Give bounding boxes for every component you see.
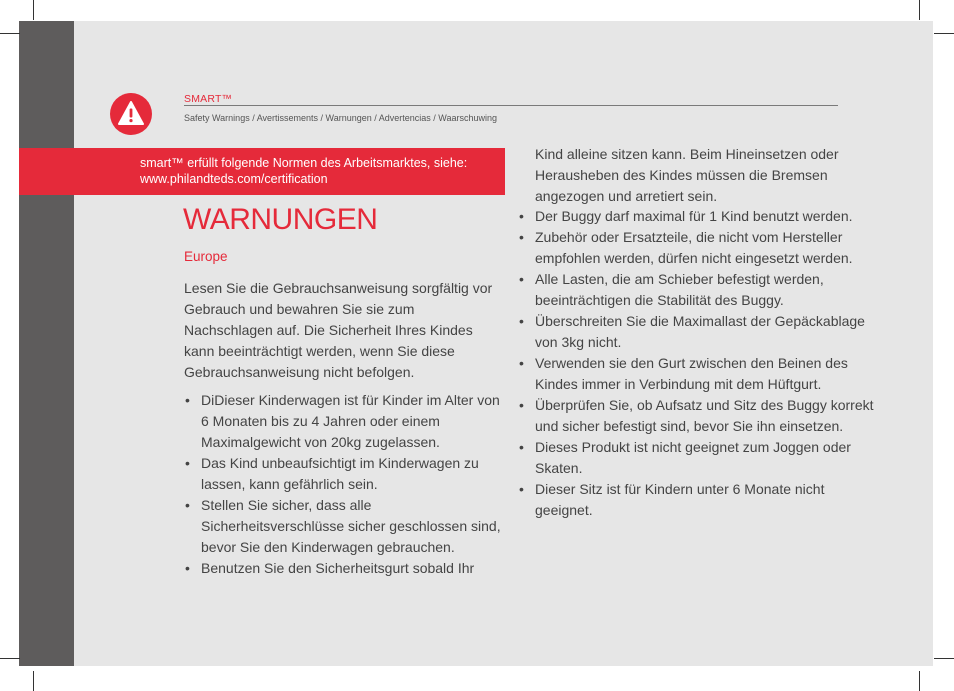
page-title: WARNUNGEN (183, 203, 378, 236)
header-divider (184, 105, 838, 106)
page-spine (19, 21, 74, 666)
list-item: • Stellen Sie sicher, dass alle Sicherheitsverschlüsse sicher geschlossen sind, bevor Sie den Kinderwagen gebrauchen. (184, 495, 509, 558)
list-item: • Der Buggy darf maximal für 1 Kind benutzt werden. (518, 206, 878, 227)
list-item: • Das Kind unbeaufsichtigt im Kinderwagen zu lassen, kann gefährlich sein. (184, 453, 509, 495)
warning-triangle-icon (110, 93, 152, 135)
intro-paragraph: Lesen Sie die Gebrauchsanweisung sorgfältig vor Gebrauch und bewahren Sie sie zum Nachschlagen auf. Die Sicherheit Ihres Kindes kann beeinträchtigt werden, wenn Sie diese Gebrauchsanweisung nicht befolgen. (184, 280, 493, 380)
warnings-list-left (184, 390, 509, 579)
warnings-list-right (518, 206, 878, 521)
crop-mark (33, 0, 34, 20)
crop-mark (919, 0, 920, 20)
list-item: • Alle Lasten, die am Schieber befestigt werden, beeinträchtigen die Stabilität des Buggy. (518, 269, 878, 311)
list-item: • Überprüfen Sie, ob Aufsatz und Sitz des Buggy korrekt und sicher befestigt sind, bevor Sie ihn einsetzen. (518, 395, 878, 437)
list-item: • Dieses Produkt ist nicht geeignet zum Joggen oder Skaten. (518, 437, 878, 479)
crop-mark (33, 671, 34, 691)
list-item: • Verwenden sie den Gurt zwischen den Beinen des Kindes immer in Verbindung mit dem Hüftgurt. (518, 353, 878, 395)
crop-mark (934, 658, 954, 659)
continued-text: Kind alleine sitzen kann. Beim Hineinsetzen oder Herausheben des Kindes müssen die Bremsen angezogen und arretiert sein. (535, 146, 839, 204)
crop-mark (919, 671, 920, 691)
list-item: • Überschreiten Sie die Maximallast der Gepäckablage von 3kg nicht. (518, 311, 878, 353)
list-item: • DiDieser Kinderwagen ist für Kinder im Alter von 6 Monaten bis zu 4 Jahren oder einem Maximalgewicht von 20kg zugelassen. (184, 390, 509, 453)
banner-text (140, 155, 500, 187)
crop-mark (0, 33, 20, 34)
list-item: • Zubehör oder Ersatzteile, die nicht vom Hersteller empfohlen werden, dürfen nicht eingesetzt werden. (518, 227, 878, 269)
brand-name: SMART™ (184, 93, 233, 105)
region-label: Europe (184, 249, 228, 264)
crop-mark (934, 33, 954, 34)
certification-banner (19, 148, 505, 195)
section-subtitle: Safety Warnings / Avertissements / Warnungen / Advertencias / Waarschuwing (184, 113, 497, 123)
banner-line-1: smart™ erfüllt folgende Normen des Arbeitsmarktes, siehe: (140, 156, 468, 170)
certification-link[interactable]: www.philandteds.com/certification (140, 172, 328, 186)
crop-mark (0, 658, 20, 659)
list-item: • Dieser Sitz ist für Kindern unter 6 Monate nicht geeignet. (518, 479, 878, 521)
list-item: • Benutzen Sie den Sicherheitsgurt sobald Ihr (184, 558, 509, 579)
